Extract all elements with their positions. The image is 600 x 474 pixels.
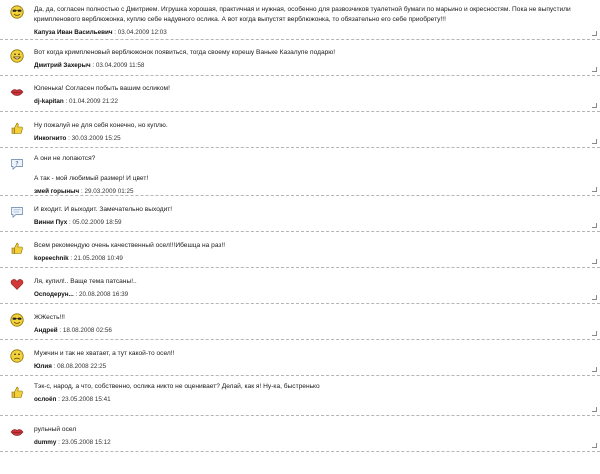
comment-date: 20.08.2008 16:39 xyxy=(79,291,129,298)
comment-item xyxy=(0,232,600,268)
comment-author: dummy xyxy=(34,439,57,446)
meta-separator: : xyxy=(51,363,58,370)
comment-date: 01.04.2009 21:22 xyxy=(69,98,119,105)
comment-author: kopeechnik xyxy=(34,255,69,262)
comment-author: змей горыныч xyxy=(34,188,80,195)
comment-text xyxy=(34,313,594,323)
meta-separator: : xyxy=(79,188,85,195)
comment-line: рульный осел xyxy=(34,426,77,433)
comment-text xyxy=(34,5,594,25)
comment-date: 18.08.2008 02:56 xyxy=(62,327,112,334)
comment-text xyxy=(34,277,594,287)
comment-date: 21.05.2008 10:49 xyxy=(73,255,123,262)
comment-text xyxy=(34,154,594,184)
comment-author: Андрей xyxy=(34,327,58,334)
comment-date: 23.05.2008 15:12 xyxy=(61,439,111,446)
comment-item xyxy=(0,40,600,76)
comment-text xyxy=(34,121,594,131)
comment-item xyxy=(0,304,600,340)
meta-separator: : xyxy=(57,327,63,334)
comment-line: Всем рекомендую очень качественный осел!!!Ибешца на раз!! xyxy=(34,242,226,249)
comment-text xyxy=(34,205,594,215)
corner-mark xyxy=(592,67,597,72)
speech-bubble-icon-graphic xyxy=(10,205,24,219)
comment-item xyxy=(0,340,600,376)
comment-author: Инкогнито xyxy=(34,135,67,142)
meta-separator: : xyxy=(67,219,73,226)
corner-mark xyxy=(592,443,597,448)
comment-text xyxy=(34,382,594,392)
sad-smiley-icon xyxy=(10,349,24,363)
comment-date: 08.08.2008 22:25 xyxy=(57,363,107,370)
comment-author: Дмитрий Захерыч xyxy=(34,62,91,69)
comment-item xyxy=(0,416,600,452)
comment-date: 03.04.2009 12:03 xyxy=(117,29,167,36)
comment-author: Осподерун... xyxy=(34,291,74,298)
grin-smiley-icon-graphic xyxy=(10,49,24,63)
comment-line: Ну пожалуй не для себя конечно, но куплю. xyxy=(34,122,168,129)
comment-meta xyxy=(34,28,594,38)
comment-author: Винни Пух xyxy=(34,219,68,226)
comment-line: Тэк-с, народ, а что, собственно, ослика никто не оценивает? Делай, как я! Ну-ка, быстренько xyxy=(34,383,320,390)
comment-author: ослоёп xyxy=(34,396,57,403)
lips-icon-graphic xyxy=(10,425,24,439)
comment-author: dj-kapitan xyxy=(34,98,64,105)
corner-mark xyxy=(592,367,597,372)
comment-meta xyxy=(34,395,594,405)
sad-smiley-icon-graphic xyxy=(10,349,24,363)
corner-mark xyxy=(592,259,597,264)
comment-item xyxy=(0,196,600,232)
comment-line: Да, да, согласен полностью с Дмитрием. Игрушка хорошая, практичная и нужная, особенно для развозчиков туалетной бумаги по марьино и окресностям. Пока не выпустили xyxy=(34,6,571,13)
meta-separator: : xyxy=(68,255,74,262)
thumbs-up-icon xyxy=(10,385,24,399)
corner-mark xyxy=(592,223,597,228)
corner-mark xyxy=(592,103,597,108)
comment-line: Вот когда кримпленовый верблюжонок появиться, тогда своему корешу Ваньке Казалупе подарю! xyxy=(34,49,336,56)
thumbs-up-icon xyxy=(10,241,24,255)
comment-item xyxy=(0,76,600,112)
comment-meta xyxy=(34,134,594,144)
comment-date: 30.03.2009 15:25 xyxy=(71,135,121,142)
comment-line: А они не лопаются? xyxy=(34,155,96,162)
comment-item xyxy=(0,0,600,40)
comment-text xyxy=(34,241,594,251)
grin-smiley-icon xyxy=(10,49,24,63)
comment-line: А так - мой любимый размер! И цвет! xyxy=(34,175,149,182)
thumbs-up-icon xyxy=(10,121,24,135)
comment-line: Ля, купил!.. Ваще тема патсаны!.. xyxy=(34,278,137,285)
speech-bubble-icon xyxy=(10,205,24,219)
comment-author: Юлия xyxy=(34,363,52,370)
corner-mark xyxy=(592,139,597,144)
comment-date: 05.02.2009 18:59 xyxy=(72,219,122,226)
comment-meta xyxy=(34,61,594,71)
comment-date: 23.05.2008 15:41 xyxy=(61,396,111,403)
comment-meta xyxy=(34,438,594,448)
corner-mark xyxy=(592,187,597,192)
comment-item xyxy=(0,148,600,196)
comment-text xyxy=(34,84,594,94)
comment-item xyxy=(0,112,600,148)
comment-line xyxy=(34,164,594,174)
thumbs-up-icon-graphic xyxy=(10,385,24,399)
meta-separator: : xyxy=(63,98,69,105)
question-bubble-icon xyxy=(10,157,24,171)
heart-icon xyxy=(10,277,24,291)
meta-separator: : xyxy=(90,62,96,69)
lips-icon xyxy=(10,425,24,439)
meta-separator: : xyxy=(56,439,62,446)
comment-line: ЖЖесть!!! xyxy=(34,314,66,321)
comment-line: Юленька! Согласен побыть вашим осликом! xyxy=(34,85,170,92)
comment-meta xyxy=(34,326,594,336)
meta-separator: : xyxy=(66,135,72,142)
comment-date: 29.03.2009 01:25 xyxy=(84,188,134,195)
svg-text:?: ? xyxy=(15,160,19,168)
comment-item xyxy=(0,376,600,416)
comment-text xyxy=(34,349,594,359)
comment-text xyxy=(34,48,594,58)
meta-separator: : xyxy=(73,291,80,298)
cool-sunglasses-smiley-icon-graphic xyxy=(10,313,24,327)
comment-meta xyxy=(34,218,594,228)
corner-mark xyxy=(592,31,597,36)
thumbs-up-icon-graphic xyxy=(10,121,24,135)
heart-icon-graphic xyxy=(10,277,24,291)
corner-mark xyxy=(592,295,597,300)
comment-author: Капуза Иван Васильевич xyxy=(34,29,113,36)
comment-line: Мужчин и так не хватает, а тут какой-то осел!! xyxy=(34,350,175,357)
meta-separator: : xyxy=(56,396,62,403)
thumbs-up-icon-graphic xyxy=(10,241,24,255)
comment-meta xyxy=(34,290,594,300)
corner-mark xyxy=(592,407,597,412)
cool-sunglasses-smiley-icon xyxy=(10,5,24,19)
lips-icon-graphic xyxy=(10,85,24,99)
lips-icon xyxy=(10,85,24,99)
cool-sunglasses-smiley-icon-graphic xyxy=(10,5,24,19)
comment-text xyxy=(34,425,594,435)
comment-meta xyxy=(34,97,594,107)
comment-line: И входит. И выходит. Замечательно выходит! xyxy=(34,206,173,213)
meta-separator: : xyxy=(112,29,118,36)
comment-item xyxy=(0,268,600,304)
comment-meta xyxy=(34,254,594,264)
corner-mark xyxy=(592,331,597,336)
comment-meta xyxy=(34,362,594,372)
comment-date: 03.04.2009 11:58 xyxy=(95,62,145,69)
cool-sunglasses-smiley-icon xyxy=(10,313,24,327)
comment-line: кримпленового верблюжонка, куплю себе надувного ослика. А вот когда выпустят верблюжонка, то обязательно его себе приобрету!!! xyxy=(34,16,446,23)
question-bubble-icon-graphic xyxy=(10,157,24,171)
